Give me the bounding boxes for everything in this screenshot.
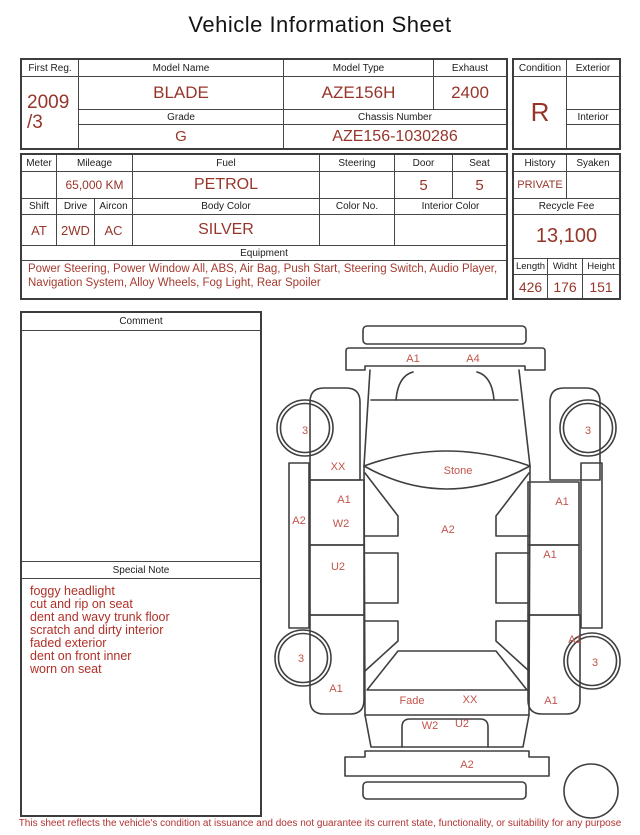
width-label: Widht <box>548 259 583 275</box>
model-name-value: BLADE <box>79 77 284 110</box>
history-label: History <box>514 155 567 172</box>
height-label: Height <box>583 259 619 275</box>
special-note-line: worn on seat <box>30 662 102 676</box>
damage-code-label: A1 <box>544 695 558 707</box>
damage-code-label: Stone <box>443 465 473 477</box>
disclaimer-text: This sheet reflects the vehicle's condition at issuance and does not guarantee its current state, functionality, or suitability for any purpose <box>18 818 622 829</box>
damage-code-label: A2 <box>441 524 455 536</box>
damage-code-label: W2 <box>421 720 439 732</box>
height-value: 151 <box>589 278 613 295</box>
left-rear-opening <box>365 621 398 671</box>
length-value: 426 <box>514 275 548 298</box>
special-note-line: dent and wavy trunk floor <box>30 610 170 624</box>
door-label: Door <box>395 155 453 172</box>
left-front-door <box>310 480 364 545</box>
aircon-label: Aircon <box>95 199 133 215</box>
mileage-value: 65,000 KM <box>57 172 133 199</box>
damage-code-label: 3 <box>301 425 309 437</box>
spec-table <box>20 153 508 300</box>
damage-code-label: W2 <box>332 518 350 530</box>
damage-code-label: XX <box>462 694 478 706</box>
body-color-label: Body Color <box>133 199 320 215</box>
damage-code-label: A4 <box>466 353 480 365</box>
steering-value <box>320 172 395 199</box>
interior-value <box>567 125 619 148</box>
damage-code-label: A1 <box>406 353 420 365</box>
car-right-side-shapes <box>528 388 620 714</box>
front-bumper-top <box>363 326 526 344</box>
first-reg-year: 2009 <box>27 92 70 114</box>
exhaust-label: Exhaust <box>434 60 506 77</box>
damage-code-label: A1 <box>329 683 343 695</box>
damage-code-label: A2 <box>460 759 474 771</box>
exterior-value <box>567 77 619 110</box>
hood-right-edge <box>519 370 530 466</box>
fuel-value: PETROL <box>133 172 320 199</box>
comment-box <box>20 311 262 817</box>
special-note-line: scratch and dirty interior <box>30 623 164 637</box>
syaken-value <box>567 172 619 199</box>
right-front-fender <box>550 388 600 480</box>
damage-code-label: 3 <box>584 425 592 437</box>
equipment-label: Equipment <box>22 246 506 261</box>
right-rear-opening <box>496 621 529 671</box>
history-box <box>512 153 621 300</box>
plate-recess <box>402 719 488 747</box>
exterior-label: Exterior <box>567 60 619 77</box>
drive-value: 2WD <box>57 215 95 246</box>
seat-value: 5 <box>453 172 506 199</box>
damage-code-label: U2 <box>330 561 346 573</box>
damage-code-label: U2 <box>454 718 470 730</box>
model-type-label: Model Type <box>284 60 434 77</box>
meter-value <box>22 172 57 199</box>
meter-label: Meter <box>22 155 57 172</box>
equipment-text: Power Steering, Power Window All, ABS, Air Bag, Push Start, Steering Switch, Audio Player, Navigation System, Alloy Wheels, Fog Light, Rear Spoiler <box>28 263 498 289</box>
seat-label: Seat <box>453 155 506 172</box>
exhaust-value: 2400 <box>434 77 506 110</box>
special-note-label: Special Note <box>22 561 260 579</box>
hood-left-edge <box>364 370 370 466</box>
condition-value: R <box>514 77 567 148</box>
door-value: 5 <box>395 172 453 199</box>
damage-code-label: A1 <box>568 634 582 646</box>
interior-color-value <box>395 215 506 246</box>
comment-label: Comment <box>22 313 260 331</box>
strut-arc-left <box>396 372 413 400</box>
first-reg-value <box>22 77 79 148</box>
rear-window <box>367 651 527 690</box>
left-rocker-panel <box>289 463 309 628</box>
damage-code-label: Fade <box>399 695 425 707</box>
left-mid-opening <box>365 553 398 603</box>
condition-box <box>512 58 621 150</box>
model-type-value: AZE156H <box>284 77 434 110</box>
damage-code-label: 3 <box>297 653 305 665</box>
special-note-body <box>22 579 260 815</box>
special-note-line: dent on front inner <box>30 649 132 663</box>
special-note-line: foggy headlight <box>30 584 115 598</box>
identification-table <box>20 58 508 150</box>
history-value: PRIVATE <box>514 172 567 199</box>
grade-label: Grade <box>79 110 284 125</box>
first-reg-label: First Reg. <box>22 60 79 77</box>
color-no-label: Color No. <box>320 199 395 215</box>
first-reg-month: /3 <box>27 111 43 133</box>
car-rear-shapes <box>345 751 618 818</box>
page-title: Vehicle Information Sheet <box>188 12 452 37</box>
front-panel <box>346 348 545 370</box>
steering-label: Steering <box>320 155 395 172</box>
damage-code-label: A2 <box>292 515 306 527</box>
rear-bumper <box>345 751 549 776</box>
damage-code-label: A1 <box>543 549 557 561</box>
left-rear-door <box>310 545 364 615</box>
width-value: 176 <box>548 275 583 298</box>
syaken-label: Syaken <box>567 155 619 172</box>
drive-label: Drive <box>57 199 95 215</box>
damage-code-labels <box>292 353 598 771</box>
chassis-number-label: Chassis Number <box>284 110 506 125</box>
color-no-value <box>320 215 395 246</box>
model-name-label: Model Name <box>79 60 284 77</box>
comment-body <box>22 331 260 561</box>
left-rear-fender <box>310 615 364 714</box>
left-front-opening <box>365 473 398 536</box>
special-note-line: faded exterior <box>30 636 107 650</box>
shift-value: AT <box>22 215 57 246</box>
car-cabin-shapes <box>364 466 530 747</box>
special-note-line: cut and rip on seat <box>30 597 133 611</box>
chassis-number-value: AZE156-1030286 <box>332 127 458 145</box>
damage-code-label: 3 <box>591 657 599 669</box>
right-rocker-panel <box>581 463 602 628</box>
recycle-fee-label: Recycle Fee <box>514 199 619 215</box>
length-label: Length <box>514 259 548 275</box>
shift-label: Shift <box>22 199 57 215</box>
right-wall <box>529 466 530 715</box>
mileage-label: Mileage <box>57 155 133 172</box>
car-damage-diagram <box>270 310 640 820</box>
interior-color-label: Interior Color <box>395 199 506 215</box>
condition-label: Condition <box>514 60 567 77</box>
damage-code-label: A1 <box>337 494 351 506</box>
grade-value: G <box>79 125 284 148</box>
rear-bumper-strip <box>363 782 526 799</box>
damage-code-label: XX <box>330 461 346 473</box>
right-mid-opening <box>496 553 529 603</box>
strut-arc-right <box>477 372 494 400</box>
interior-label: Interior <box>567 110 619 125</box>
spare-wheel <box>564 764 618 818</box>
right-front-opening <box>496 473 529 536</box>
right-front-door <box>528 482 579 545</box>
body-color-value: SILVER <box>133 215 320 246</box>
aircon-value: AC <box>95 215 133 246</box>
car-left-side-shapes <box>275 388 364 714</box>
fuel-label: Fuel <box>133 155 320 172</box>
recycle-fee-value: 13,100 <box>514 215 619 259</box>
damage-code-label: A1 <box>555 496 569 508</box>
